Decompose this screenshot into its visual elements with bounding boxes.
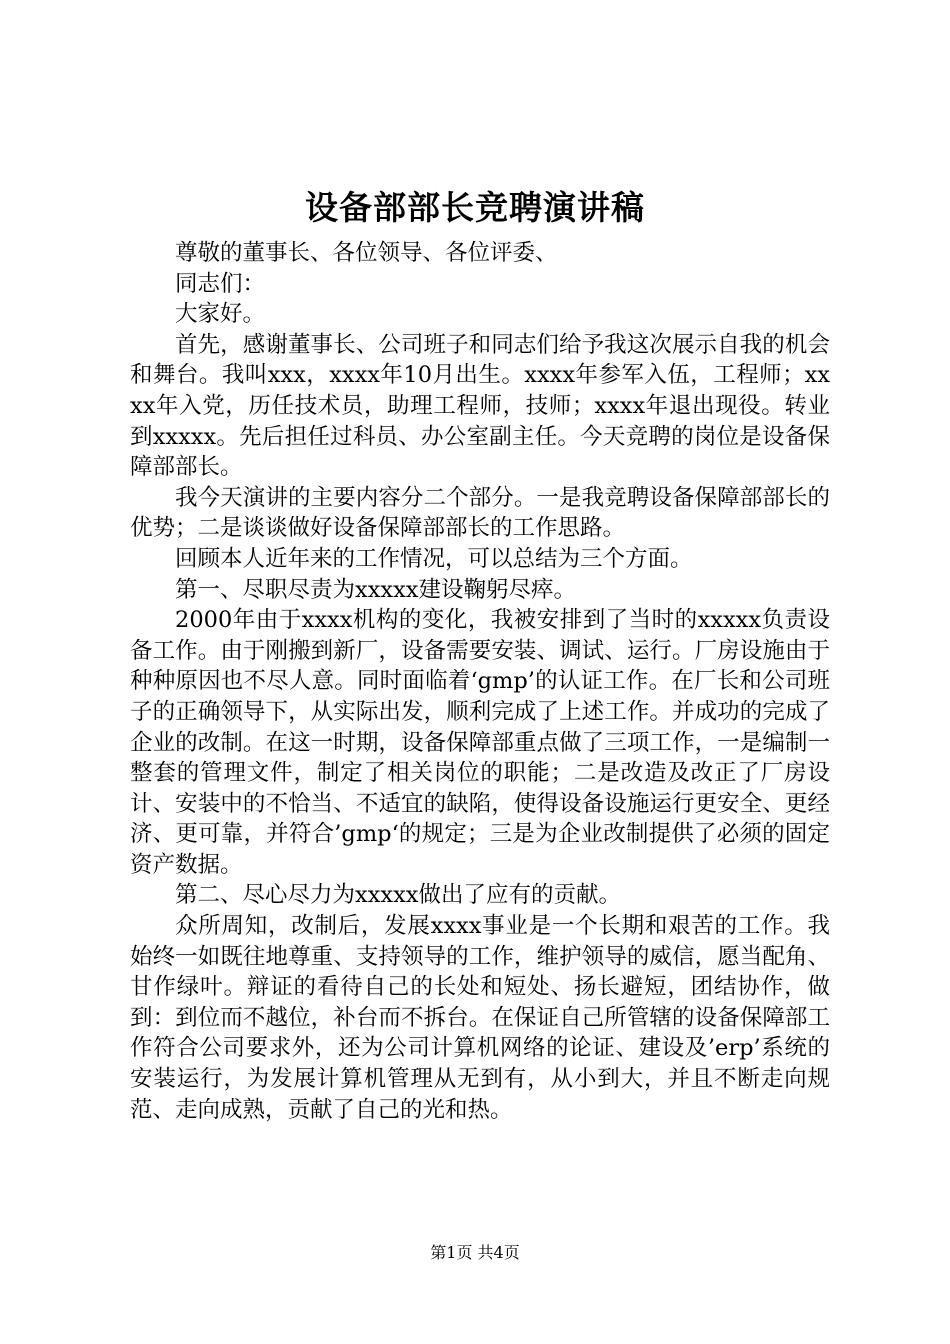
document-body bbox=[130, 238, 830, 1125]
greeting-line: 大家好。 bbox=[175, 301, 266, 328]
body-paragraph: 众所周知，改制后，发展xxxx事业是一个长期和艰苦的工作。我始终一如既往地尊重、支持领导的工作，维护领导的威信，愿当配角、甘作绿叶。辩证的看待自己的长处和短处、扬长避短，团结协作，做到：到位而不越位，补台而不拆台。在保证自己所管辖的设备保障部工作符合公司要求外，还为公司计算机网络的论证、建设及’erp’系统的安装运行，为发展计算机管理从无到有，从小到大，并且不断走向规范、走向成熟，贡献了自己的光和热。 bbox=[130, 913, 830, 1123]
salutation-line: 同志们： bbox=[175, 270, 266, 297]
body-paragraph: 回顾本人近年来的工作情况，可以总结为三个方面。 bbox=[175, 545, 693, 572]
salutation-line: 尊敬的董事长、各位领导、各位评委、 bbox=[175, 240, 558, 266]
document-title: 设备部部长竞聘演讲稿 bbox=[305, 188, 645, 227]
page-number-footer: 第1页 共4页 bbox=[430, 1243, 520, 1262]
body-paragraph: 2000年由于xxxx机构的变化，我被安排到了当时的xxxxx负责设备工作。由于刚搬到新厂，设备需要安装、调试、运行。厂房设施由于种种原因也不尽人意。同时面临着‘gmp’的认证工作。在厂长和公司班子的正确领导下，从实际出发，顺利完成了上述工作。并成功的完成了企业的改制。在这一时期，设备保障部重点做了三项工作，一是编制一整套的管理文件，制定了相关岗位的职能；二是改造及改正了厂房设计、安装中的不恰当、不适宜的缺陷，使得设备设施运行更安全、更经济、更可靠，并符合’gmp‘的规定；三是为企业改制提供了必须的固定资产数据。 bbox=[130, 607, 830, 878]
section-heading: 第一、尽职尽责为xxxxx建设鞠躬尽瘁。 bbox=[175, 576, 576, 603]
body-paragraph: 我今天演讲的主要内容分二个部分。一是我竞聘设备保障部部长的优势；二是谈谈做好设备保障部部长的工作思路。 bbox=[130, 484, 830, 542]
section-heading: 第二、尽心尽力为xxxxx做出了应有的贡献。 bbox=[175, 882, 621, 909]
body-paragraph: 首先，感谢董事长、公司班子和同志们给予我这次展示自我的机会和舞台。我叫xxx，xxxx年10月出生。xxxx年参军入伍，工程师；xxxx年入党，历任技术员，助理工程师，技师；xxxx年退出现役。转业到xxxxx。先后担任过科员、办公室副主任。今天竞聘的岗位是设备保障部部长。 bbox=[130, 331, 830, 481]
